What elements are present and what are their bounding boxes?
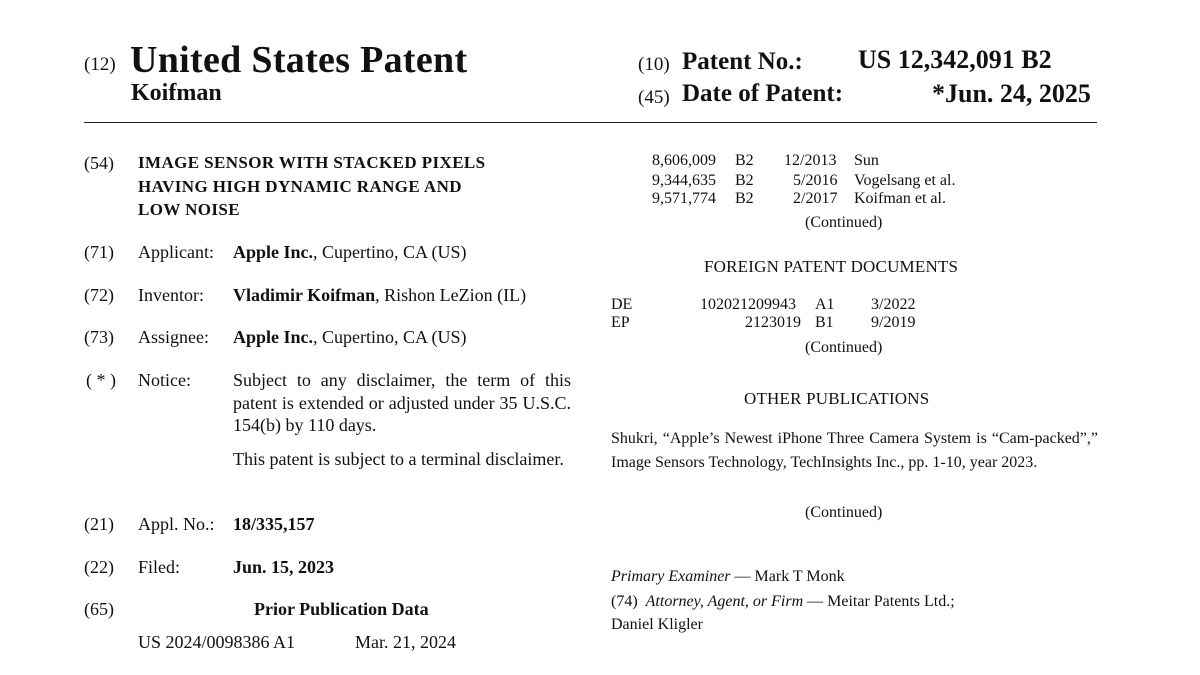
foreign-kind: A1 xyxy=(815,296,835,313)
attorney-name-continued: Daniel Kligler xyxy=(611,616,703,633)
invention-title-line: HAVING HIGH DYNAMIC RANGE AND xyxy=(138,177,462,196)
reference-kind: B2 xyxy=(735,172,754,189)
inventor-location: , Rishon LeZion (IL) xyxy=(375,285,527,305)
applicant-label: Applicant: xyxy=(138,242,214,262)
attorney-name: — Meitar Patents Ltd.; xyxy=(803,593,955,610)
reference-name: Sun xyxy=(854,152,879,169)
inid-code-22: (22) xyxy=(84,557,114,577)
reference-date: 12/2013 xyxy=(784,152,837,169)
foreign-number: 2123019 xyxy=(745,314,801,331)
reference-number: 8,606,009 xyxy=(652,152,716,169)
reference-kind: B2 xyxy=(735,152,754,169)
application-number-label: Appl. No.: xyxy=(138,514,215,534)
header-divider xyxy=(84,122,1097,123)
assignee-value xyxy=(233,327,467,348)
reference-name: Vogelsang et al. xyxy=(854,172,956,189)
document-type-title: United States Patent xyxy=(130,39,468,81)
inid-code-12: (12) xyxy=(84,54,116,75)
reference-number: 9,344,635 xyxy=(652,172,716,189)
inid-code-74: (74) xyxy=(611,593,638,610)
inventor-label: Inventor: xyxy=(138,285,204,305)
primary-examiner-label: Primary Examiner xyxy=(611,568,731,585)
foreign-patent-documents-heading: FOREIGN PATENT DOCUMENTS xyxy=(704,257,959,276)
applicant-value xyxy=(233,242,467,263)
inid-code-10: (10) xyxy=(638,54,670,75)
inventor-name: Vladimir Koifman xyxy=(233,285,376,305)
inventor-surname: Koifman xyxy=(131,80,222,106)
primary-examiner-name: — Mark T Monk xyxy=(730,568,845,585)
notice-text: Subject to any disclaimer, the term of this patent is extended or adjusted under 35 U.S.C. 154(b) by 110 days. xyxy=(233,370,571,435)
notice-code: ( * ) xyxy=(86,370,116,390)
patent-number: US 12,342,091 B2 xyxy=(858,45,1052,74)
foreign-kind: B1 xyxy=(815,314,834,331)
notice-label: Notice: xyxy=(138,370,191,390)
invention-title-line: IMAGE SENSOR WITH STACKED PIXELS xyxy=(138,153,486,172)
inid-code-73: (73) xyxy=(84,327,114,347)
foreign-date: 3/2022 xyxy=(871,296,916,313)
assignee-label: Assignee: xyxy=(138,327,209,347)
reference-date: 5/2016 xyxy=(793,172,838,189)
prior-publication-number: US 2024/0098386 A1 xyxy=(138,632,296,652)
date-of-patent: *Jun. 24, 2025 xyxy=(932,79,1091,108)
inid-code-54: (54) xyxy=(84,153,114,173)
terminal-disclaimer-text: This patent is subject to a terminal disclaimer. xyxy=(233,449,564,469)
assignee-location: , Cupertino, CA (US) xyxy=(313,327,467,347)
continued-note: (Continued) xyxy=(805,504,883,521)
inid-code-21: (21) xyxy=(84,514,114,534)
foreign-number: 102021209943 xyxy=(700,296,796,313)
prior-publication-date: Mar. 21, 2024 xyxy=(355,632,456,652)
reference-date: 2/2017 xyxy=(793,190,838,207)
foreign-date: 9/2019 xyxy=(871,314,916,331)
continued-note: (Continued) xyxy=(805,214,883,231)
inid-code-65: (65) xyxy=(84,599,114,619)
foreign-country: EP xyxy=(611,314,630,331)
inid-code-45: (45) xyxy=(638,87,670,108)
applicant-name: Apple Inc. xyxy=(233,242,314,262)
continued-note: (Continued) xyxy=(805,339,883,356)
inventor-value xyxy=(233,285,526,306)
application-number: 18/335,157 xyxy=(233,514,315,534)
inid-code-72: (72) xyxy=(84,285,114,305)
attorney-line xyxy=(611,593,955,611)
assignee-name: Apple Inc. xyxy=(233,327,314,347)
patent-number-label: Patent No.: xyxy=(682,48,803,75)
foreign-country: DE xyxy=(611,296,633,313)
invention-title-line: LOW NOISE xyxy=(138,200,241,219)
publication-citation: Shukri, “Apple’s Newest iPhone Three Camera System is “Cam-packed”,” Image Sensors Technology, TechInsights Inc., pp. 1-10, year 2023. xyxy=(611,430,1098,471)
filed-label: Filed: xyxy=(138,557,181,577)
primary-examiner xyxy=(611,568,845,586)
date-of-patent-label: Date of Patent: xyxy=(682,80,844,107)
reference-number: 9,571,774 xyxy=(652,190,716,207)
prior-publication-heading: Prior Publication Data xyxy=(254,599,429,619)
reference-name: Koifman et al. xyxy=(854,190,946,207)
other-publications-heading: OTHER PUBLICATIONS xyxy=(744,389,930,408)
applicant-location: , Cupertino, CA (US) xyxy=(313,242,467,262)
attorney-label: Attorney, Agent, or Firm xyxy=(645,593,804,610)
inid-code-71: (71) xyxy=(84,242,114,262)
filed-date: Jun. 15, 2023 xyxy=(233,557,335,577)
reference-kind: B2 xyxy=(735,190,754,207)
